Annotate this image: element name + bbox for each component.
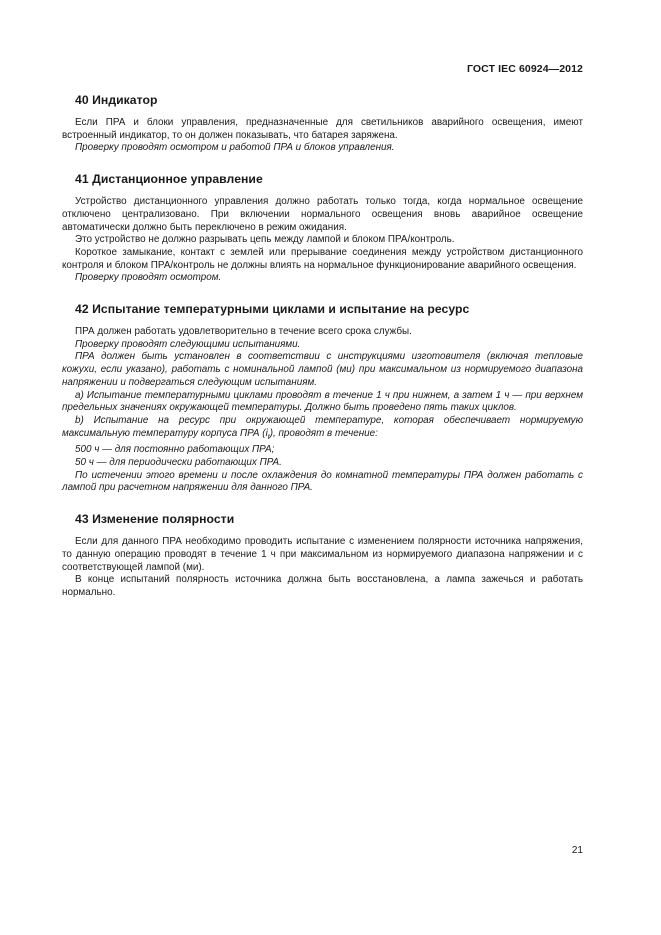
paragraph: В конце испытаний полярность источника должна быть восстановлена, а лампа зажечься и работать нормально.	[62, 574, 583, 598]
section-title: 42 Испытание температурными циклами и испытание на ресурс	[75, 302, 470, 317]
paragraph: Короткое замыкание, контакт с землей или прерывание соединения между устройством дистанционного контроля и блоком ПРА/контроль не должны влиять на нормальное функционирование аварийного освещения.	[62, 246, 583, 271]
section-41-remote-control	[62, 172, 583, 285]
list-item-a: a) Испытание температурными циклами проводят в течение 1 ч при нижнем, а затем 1 ч — при верхнем предельных значениях окружающей температуры. Должно быть проведено пять таких циклов.	[62, 389, 583, 414]
section-43-polarity	[62, 512, 583, 600]
symbol-subscript: t	[267, 433, 270, 441]
section-title: 43 Изменение полярности	[75, 512, 235, 527]
paragraph: ПРА должен работать удовлетворительно в течение всего срока службы.	[75, 326, 412, 338]
test-method-paragraph: Проверку проводят осмотром и работой ПРА и блоков управления.	[75, 142, 395, 154]
test-method-paragraph: Проверку проводят осмотром.	[75, 272, 222, 284]
paragraph: Если для данного ПРА необходимо проводить испытание с изменением полярности источника напряжения, то данную операцию проводят в течение 1 ч при максимальном из нормируемого диапазона напряжении и с соответствующей лампой (ми).	[62, 536, 583, 573]
document-body	[62, 93, 583, 617]
page-number: 21	[571, 845, 583, 856]
paragraph: По истечении этого времени и после охлаждения до комнатной температуры ПРА должен работать с лампой при расчетном напряжении для данного ПРА.	[62, 469, 583, 494]
paragraph: ПРА должен быть установлен в соответствии с инструкциями изготовителя (включая тепловые кожухи, если указано), работать с номинальной лампой (ми) при максимальном из нормируемого диапазона напряжении и подвергаться следующим испытаниям.	[62, 351, 583, 388]
section-title: 40 Индикатор	[75, 93, 158, 107]
list-item-b-text: b) Испытание на ресурс при окружающей температуре, которая обеспечивает нормируемую максимальную температуру корпуса ПРА (	[62, 414, 583, 439]
symbol-base: i	[265, 427, 268, 439]
paragraph: Если ПРА и блоки управления, предназначенные для светильников аварийного освещения, имеют встроенный индикатор, то он должен показывать, что батарея заряжена.	[62, 117, 583, 141]
paragraph: Устройство дистанционного управления должно работать только тогда, когда нормальное освещение отключено централизовано. При включении нормального освещения вновь аварийное освещение автоматически должно быть переключено в режим ожидания.	[62, 196, 583, 233]
list-item-b	[62, 415, 583, 444]
test-method-paragraph: Проверку проводят следующими испытаниями.	[75, 338, 301, 350]
document-header: ГОСТ IEC 60924—2012	[466, 63, 583, 75]
list-item-b-text-end: ), проводят в течение:	[269, 427, 378, 439]
section-title: 41 Дистанционное управление	[75, 172, 263, 187]
duration-line: 500 ч — для постоянно работающих ПРА;	[75, 444, 275, 456]
paragraph: Это устройство не должно разрывать цепь между лампой и блоком ПРА/контроль.	[75, 234, 455, 246]
duration-line: 50 ч — для периодически работающих ПРА.	[75, 457, 282, 469]
section-42-thermal-cycling	[62, 302, 583, 495]
section-40-indicator	[62, 93, 583, 155]
